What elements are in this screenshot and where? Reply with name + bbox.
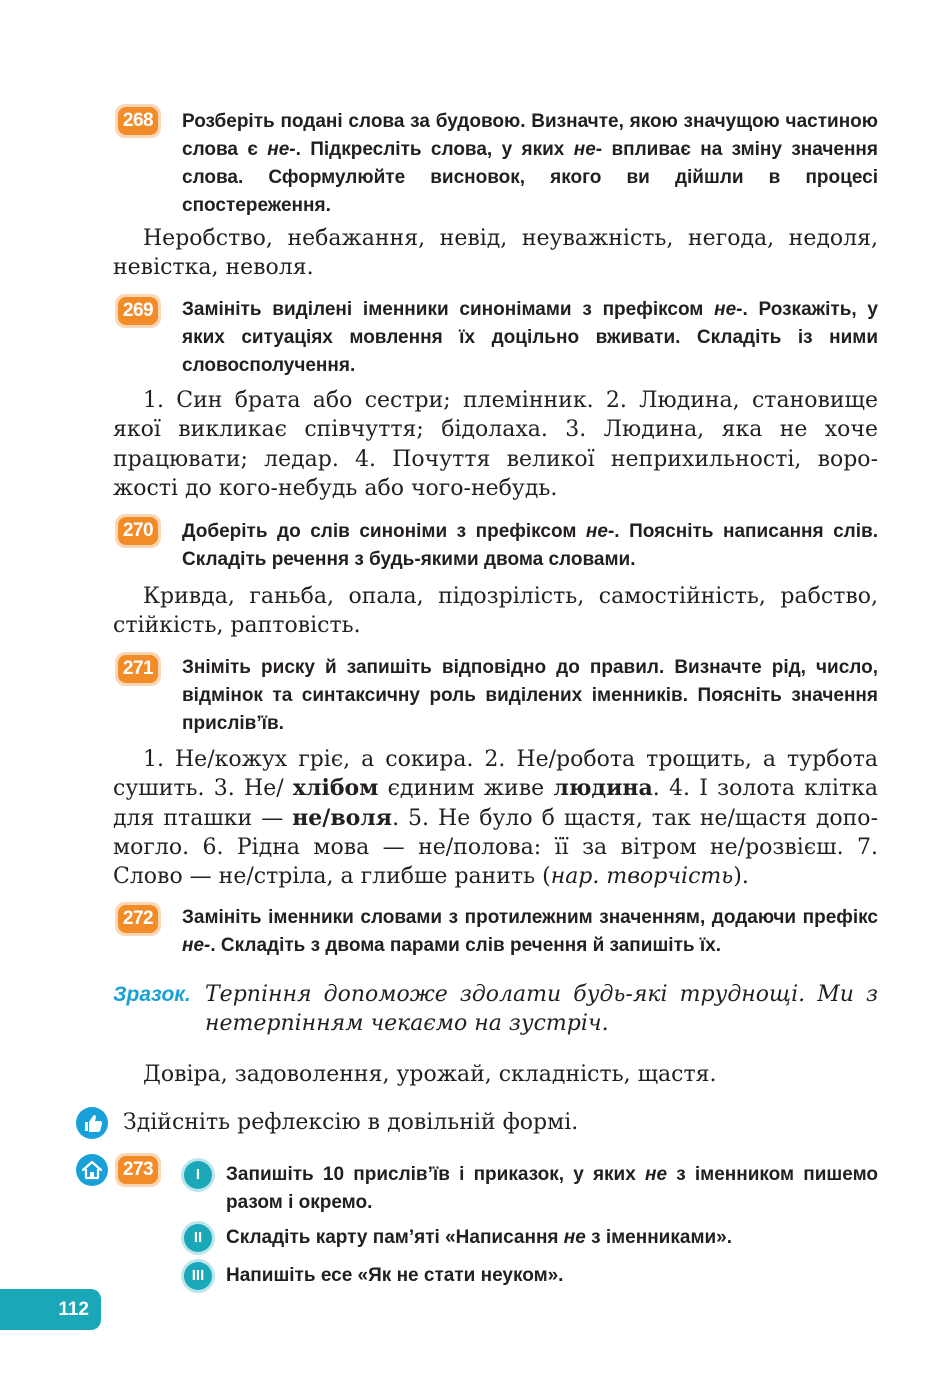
exercise-number: 269 <box>118 297 158 325</box>
exercise-text: Кривда, ганьба, опала, підозрілість, самостійність, рабство, стійкість, раптовість. <box>113 584 878 639</box>
exercise-number-badge <box>115 294 161 328</box>
task-emphasis: не- <box>182 935 211 956</box>
sample-text: Терпіння допоможе здолати будь-які труднощі. Ми з нетерпінням чекаємо на зустріч. <box>205 982 878 1036</box>
task-text: впливає на зміну значення слова. Сформулюйте висновок, якого ви дійшли в процесі спостереження. <box>182 139 878 216</box>
task-text: . Складіть з двома парами слів речення й запишіть їх. <box>210 935 722 956</box>
level-badge: II <box>184 1224 212 1252</box>
proverbs-text: . 5. Не було б щастя, так не/щастя допомогло. 6. Рідна мова — не/полова: її за вітром не/розвієш. 7. Слово — не/стріла, а глибше ранить ( <box>113 805 878 890</box>
source-note: нар. творчість <box>550 864 734 890</box>
exercise-number: 273 <box>118 1156 158 1184</box>
task-emphasis: не- <box>573 139 603 160</box>
task-text: Складіть карту пам’яті «Написання <box>226 1227 564 1248</box>
thumbs-up-icon <box>76 1107 108 1139</box>
exercise-number: 271 <box>118 655 158 683</box>
level-task <box>226 1262 878 1290</box>
task-text: Запишіть 10 прислів’їв і приказок, у яких <box>226 1164 645 1185</box>
proverbs-text: 1. Не/кожух гріє, а сокира. 2. Не/робота трощить, а турбота сушить. 3. Не/ <box>113 747 878 802</box>
task-emphasis: не- <box>267 139 296 160</box>
highlighted-noun: людина <box>553 775 653 802</box>
highlighted-noun: хлібом <box>292 775 379 802</box>
task-text: з іменниками». <box>585 1227 733 1248</box>
task-emphasis: не- <box>585 521 615 542</box>
level-task <box>226 1161 878 1217</box>
proverbs-text: єдиним живе <box>378 776 554 802</box>
level-badge: I <box>184 1161 212 1189</box>
exercise-number-badge <box>115 1153 161 1187</box>
exercise-task: Зніміть риску й запишіть відповідно до правил. Визначте рід, число, відмінок та синтаксичну роль виділених іменників. Поясніть значення прислів’їв. <box>182 657 878 734</box>
task-text: Розберіть подані слова за будовою. Визначте, якою значущою частиною слова є <box>182 111 878 160</box>
sample-label: Зразок. <box>113 983 191 1006</box>
exercise-text: Неробство, небажання, невід, неуважність, негода, недоля, невістка, неволя. <box>113 226 878 281</box>
exercise-number-badge <box>115 514 161 548</box>
proverbs-text: . 4. І золота клітка для пташки — <box>113 776 878 831</box>
exercise-number: 270 <box>118 517 158 545</box>
task-text: Напишіть есе «Як не стати неуком». <box>226 1265 564 1286</box>
exercise-number: 268 <box>118 107 158 135</box>
page-number: 112 <box>0 1289 101 1330</box>
exercise-number-badge <box>115 104 161 138</box>
exercise-text <box>113 745 878 891</box>
home-icon <box>76 1154 108 1186</box>
exercise-text: 1. Син брата або сестри; племінник. 2. Людина, становище якої викликає співчуття; бідолаха. 3. Людина, яка не хоче працювати; ледар. 4. Почуття великої неприхильності, ворожості до кого-небудь або чого-небудь. <box>113 388 878 501</box>
level-badge: III <box>184 1262 212 1290</box>
task-text: . Розкажіть, у яких ситуаціях мовлення їх доцільно вживати. Складіть із ними словосполучення. <box>182 299 878 376</box>
task-text: Замініть іменники словами з протилежним значенням, додаючи префікс <box>182 907 878 928</box>
highlighted-noun: не/воля <box>292 804 393 831</box>
task-text: . Поясніть написання слів. Складіть речення з будь-якими двома словами. <box>182 521 878 570</box>
reflection-text: Здійсніть рефлексію в довільній формі. <box>123 1110 579 1135</box>
task-text: . Підкресліть слова, у яких <box>295 139 574 160</box>
exercise-task <box>182 904 878 960</box>
task-emphasis: не <box>563 1227 586 1248</box>
task-emphasis: не- <box>714 299 743 320</box>
proverbs-text: ). <box>733 864 749 890</box>
exercise-task <box>182 296 878 380</box>
exercise-number: 272 <box>118 905 158 933</box>
exercise-number-badge <box>115 652 161 686</box>
exercise-task <box>182 518 878 574</box>
task-text: Доберіть до слів синоніми з префіксом <box>182 521 586 542</box>
task-emphasis: не <box>645 1164 668 1185</box>
exercise-task <box>182 108 878 220</box>
task-text: Замініть виділені іменники синонімами з префіксом <box>182 299 715 320</box>
exercise-number-badge <box>115 902 161 936</box>
level-task <box>226 1224 878 1252</box>
task-text: з іменником пишемо разом і окремо. <box>226 1164 878 1213</box>
exercise-text: Довіра, задоволення, урожай, складність, щастя. <box>143 1062 717 1087</box>
